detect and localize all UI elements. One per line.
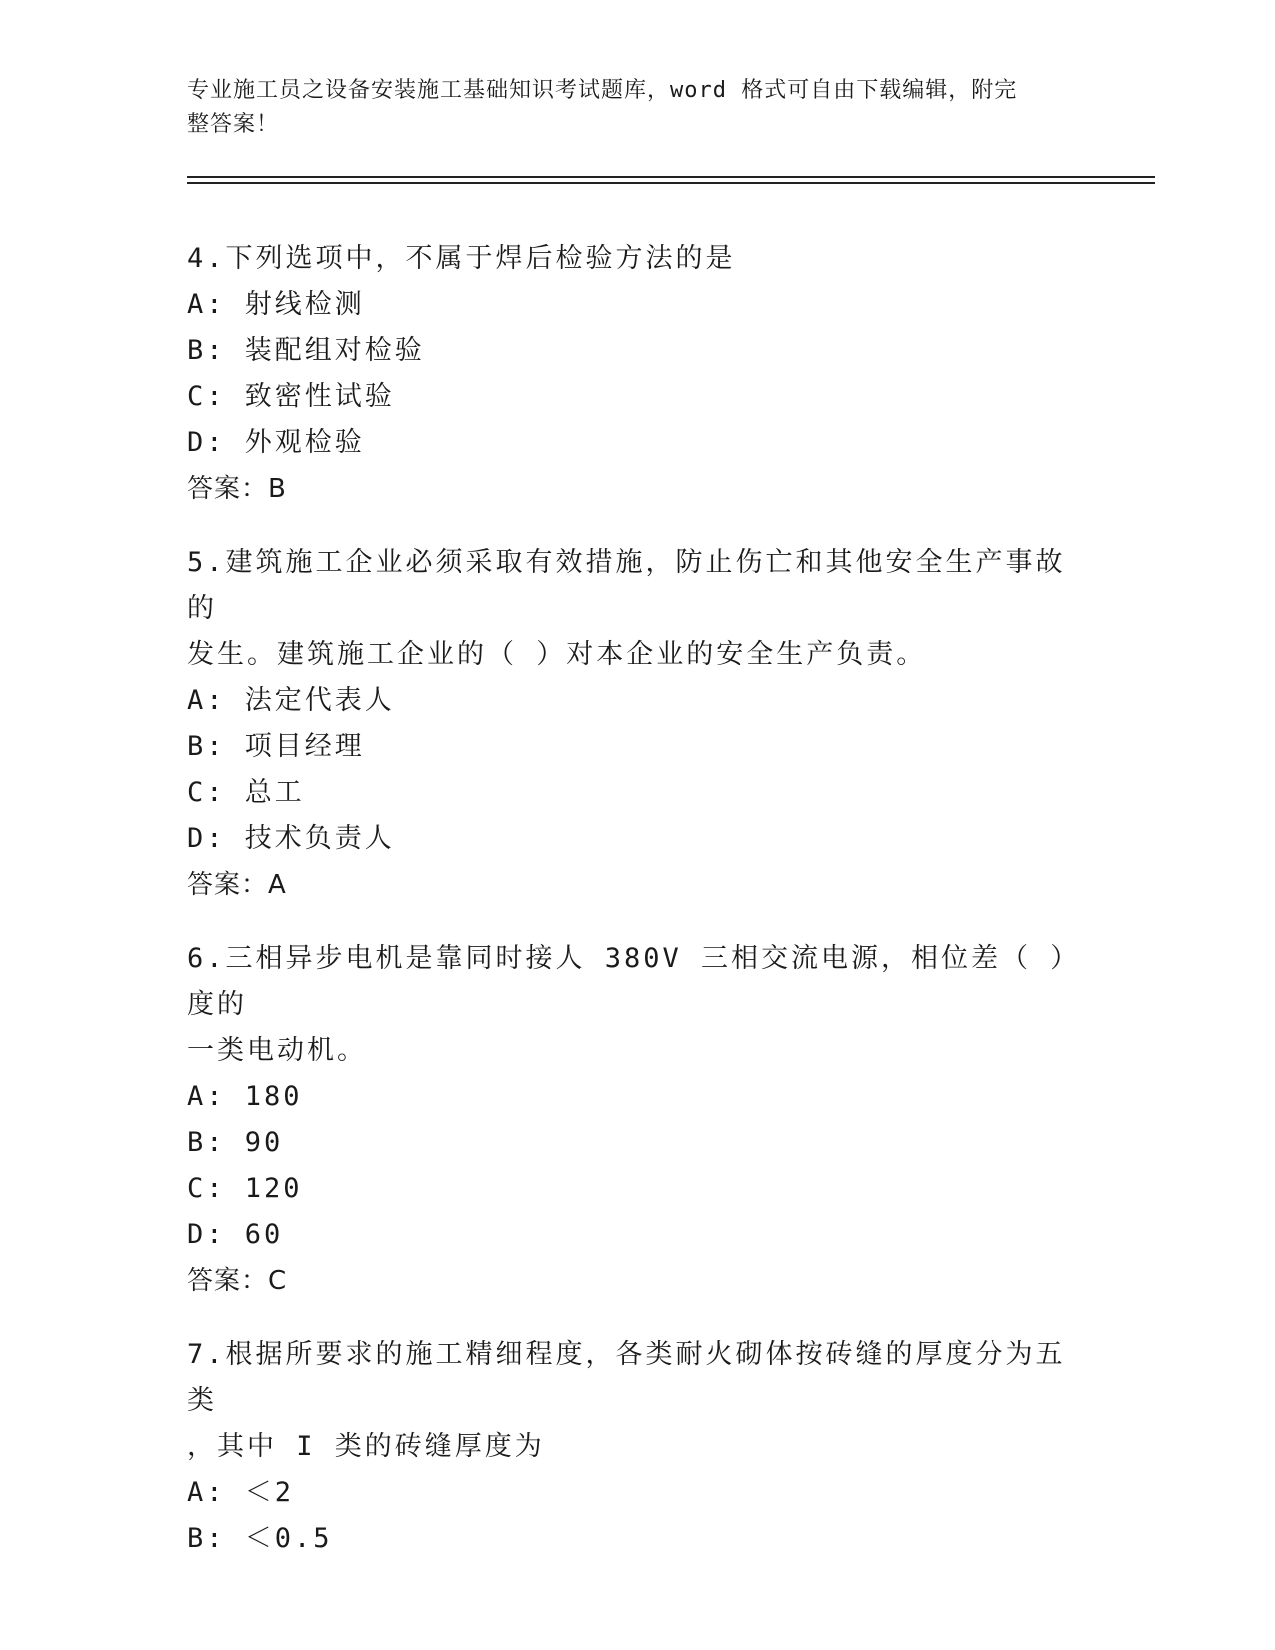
- option-b: B: 90: [187, 1127, 284, 1158]
- option-b: B: 装配组对检验: [187, 335, 425, 366]
- option-b: B: ＜0.5: [187, 1523, 333, 1554]
- header-divider-bottom: [187, 182, 1155, 184]
- answer-label: 答案：C: [187, 1266, 288, 1296]
- option-a: A: 射线检测: [187, 289, 365, 320]
- option-b: B: 项目经理: [187, 731, 365, 762]
- option-c: C: 120: [187, 1173, 303, 1204]
- option-d: D: 外观检验: [187, 427, 365, 458]
- question-stem-line-2: 一类电动机。: [187, 1035, 367, 1066]
- question-list: [187, 236, 1087, 1590]
- option-c: C: 总工: [187, 777, 305, 808]
- header-divider-top: [187, 176, 1155, 178]
- header-line-1: 专业施工员之设备安装施工基础知识考试题库，word 格式可自由下载编辑，附完: [187, 78, 1018, 103]
- option-c: C: 致密性试验: [187, 381, 395, 412]
- header-line-2: 整答案！: [187, 112, 280, 137]
- question-stem-line-1: 7.根据所要求的施工精细程度，各类耐火砌体按砖缝的厚度分为五类: [187, 1339, 1066, 1416]
- question-7: [187, 1332, 1087, 1562]
- question-4: [187, 236, 1087, 512]
- answer-label: 答案：B: [187, 474, 287, 504]
- question-stem-line-1: 6.三相异步电机是靠同时接人 380V 三相交流电源，相位差（ ）度的: [187, 943, 1081, 1020]
- question-5: [187, 540, 1087, 908]
- question-stem-line-2: 发生。建筑施工企业的（ ）对本企业的安全生产负责。: [187, 639, 927, 670]
- document-header: [187, 74, 1067, 142]
- question-stem-line-2: ，其中 I 类的砖缝厚度为: [187, 1431, 545, 1462]
- option-a: A: 180: [187, 1081, 303, 1112]
- option-d: D: 技术负责人: [187, 823, 395, 854]
- answer-label: 答案：A: [187, 870, 287, 900]
- option-a: A: 法定代表人: [187, 685, 395, 716]
- question-stem-line-1: 5.建筑施工企业必须采取有效措施，防止伤亡和其他安全生产事故的: [187, 547, 1066, 624]
- question-stem: 4.下列选项中，不属于焊后检验方法的是: [187, 243, 736, 274]
- option-a: A: ＜2: [187, 1477, 295, 1508]
- option-d: D: 60: [187, 1219, 284, 1250]
- question-6: [187, 936, 1087, 1304]
